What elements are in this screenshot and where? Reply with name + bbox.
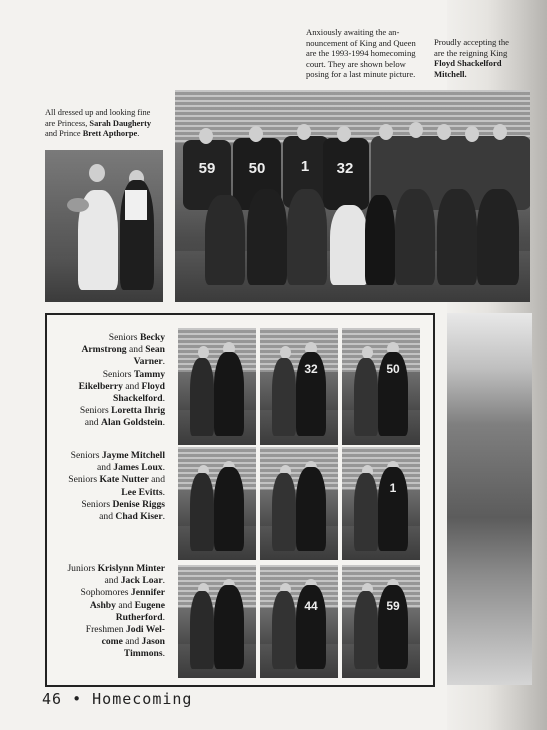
caption-text: and Prince — [45, 129, 83, 139]
page-footer — [42, 690, 192, 708]
caption-name: Lee Evitts — [121, 486, 163, 498]
caption-text: and — [115, 599, 135, 611]
caption-line: are the reigning King — [434, 47, 508, 58]
caption-line — [45, 119, 170, 130]
section-title: Homecoming — [92, 690, 193, 708]
couple-photo — [260, 328, 338, 445]
caption-text: and — [126, 344, 146, 356]
caption-line — [50, 405, 165, 417]
jersey-number: 1 — [389, 481, 397, 495]
caption-name: Jack Loar — [120, 575, 163, 587]
caption-line — [50, 511, 165, 523]
caption-text: and — [122, 380, 142, 392]
caption-line — [50, 417, 165, 429]
caption-name: Eikelberry — [78, 380, 123, 392]
caption-line — [50, 450, 165, 462]
couple-photo — [342, 328, 420, 445]
couple-photo — [178, 328, 256, 445]
caption-line: Anxiously awaiting the an- — [306, 27, 400, 37]
caption-text: Sophomores — [80, 587, 131, 599]
caption-text: and — [104, 575, 121, 587]
caption-text: Freshmen — [85, 624, 126, 636]
caption-name: Chad Kiser — [115, 511, 163, 523]
jersey-number: 50 — [386, 362, 400, 376]
caption-text: . — [162, 611, 165, 623]
caption-name: Loretta Ihrig — [111, 405, 165, 417]
caption-line — [50, 587, 165, 599]
caption-line: posing for a last minute picture. — [306, 69, 416, 80]
caption-text: . — [137, 129, 140, 139]
caption-line: Proudly accepting the — [434, 37, 509, 47]
caption-name: Rutherford — [115, 611, 163, 623]
caption-text: Seniors — [70, 450, 102, 461]
caption-text: and — [122, 636, 142, 648]
caption-line — [50, 474, 165, 486]
caption-line — [50, 369, 165, 381]
caption-text: . — [162, 648, 165, 660]
caption-line — [50, 381, 165, 393]
caption-name: Eugene — [134, 599, 165, 611]
caption-line — [50, 393, 165, 405]
caption-line — [50, 462, 165, 474]
caption-name: Jayme Mitchell — [101, 450, 165, 461]
caption-text: and — [99, 511, 116, 523]
page-number: 46 — [42, 690, 63, 708]
caption-name: Varner — [133, 356, 163, 368]
jersey-number: 59 — [386, 599, 400, 613]
couple-photo — [342, 447, 420, 560]
caption-text: . — [162, 393, 165, 405]
caption-line — [45, 129, 170, 140]
caption-text: Seniors — [81, 498, 113, 510]
caption-line: are the 1993-1994 homecoming — [306, 48, 416, 59]
caption-text: Seniors — [108, 332, 140, 343]
caption-text: Seniors — [79, 405, 112, 417]
caption-line — [50, 612, 165, 624]
caption-text: are Princess, — [45, 118, 90, 128]
caption-line: All dressed up and looking fine — [45, 108, 151, 117]
top-caption-left — [306, 27, 430, 80]
facing-page-photo — [447, 313, 532, 685]
caption-text: . — [162, 486, 165, 498]
caption-line — [50, 332, 165, 344]
caption-name: Floyd — [141, 380, 165, 392]
caption-name: Denise Riggs — [112, 498, 165, 510]
caption-line — [50, 636, 165, 648]
couple-photo — [342, 565, 420, 678]
caption-line: nouncement of King and Queen — [306, 37, 416, 48]
caption-text: . — [162, 356, 165, 368]
princess-caption — [45, 108, 170, 140]
caption-line: Mitchell. — [434, 68, 467, 79]
caption-name: Becky — [139, 332, 165, 343]
caption-line — [50, 499, 165, 511]
caption-name: Jennifer — [130, 587, 165, 599]
couple-photo — [260, 565, 338, 678]
homecoming-court-photo — [175, 90, 530, 302]
jersey-number: 32 — [336, 160, 354, 177]
caption-name: Timmons — [123, 648, 163, 660]
caption-text: and — [84, 417, 102, 429]
caption-line — [50, 356, 165, 368]
caption-line — [50, 600, 165, 612]
caption-name: Krislynn Minter — [97, 563, 165, 574]
caption-text: Juniors — [67, 563, 98, 574]
footer-separator: • — [72, 690, 83, 708]
caption-block-seniors-2 — [50, 450, 165, 523]
caption-text: Seniors — [102, 368, 134, 380]
caption-line — [50, 648, 165, 660]
caption-name: Sean — [145, 344, 165, 356]
caption-text: . — [162, 511, 165, 523]
jersey-number: 50 — [248, 160, 266, 177]
couple-photo — [260, 447, 338, 560]
caption-name: James Loux — [113, 462, 163, 474]
caption-name: come — [101, 636, 123, 648]
caption-name: Tammy — [133, 368, 165, 380]
caption-name: Armstrong — [81, 344, 127, 356]
caption-text: and — [148, 474, 165, 486]
jersey-number: 1 — [300, 158, 310, 175]
caption-text: . — [162, 417, 165, 429]
caption-line: court. They are shown below — [306, 58, 406, 69]
caption-line — [50, 563, 165, 575]
couple-photo — [178, 565, 256, 678]
caption-text: . — [162, 575, 165, 587]
caption-name: Alan Goldstein — [101, 417, 163, 429]
caption-line — [50, 575, 165, 587]
jersey-number: 59 — [198, 160, 216, 177]
caption-line — [50, 487, 165, 499]
caption-line — [50, 344, 165, 356]
caption-line: Floyd Shackelford — [434, 58, 502, 69]
jersey-number: 32 — [304, 362, 318, 376]
top-caption-right — [434, 37, 544, 79]
caption-text: . — [162, 462, 165, 474]
caption-name: Jodi Wel- — [125, 624, 165, 636]
couple-photo — [178, 447, 256, 560]
caption-name: Brett Apthorpe — [82, 129, 138, 139]
caption-name: Sarah Daugherty — [89, 118, 152, 128]
caption-block-seniors-1 — [50, 332, 165, 430]
princess-prince-photo — [45, 150, 163, 302]
caption-line — [50, 624, 165, 636]
caption-text: and — [97, 462, 114, 474]
caption-name: Shackelford — [113, 393, 163, 405]
caption-name: Ashby — [89, 599, 116, 611]
caption-text: Seniors — [68, 474, 100, 486]
jersey-number: 44 — [304, 599, 318, 613]
caption-name: Jason — [141, 636, 165, 648]
caption-block-underclass — [50, 563, 165, 661]
caption-name: Kate Nutter — [99, 474, 149, 486]
